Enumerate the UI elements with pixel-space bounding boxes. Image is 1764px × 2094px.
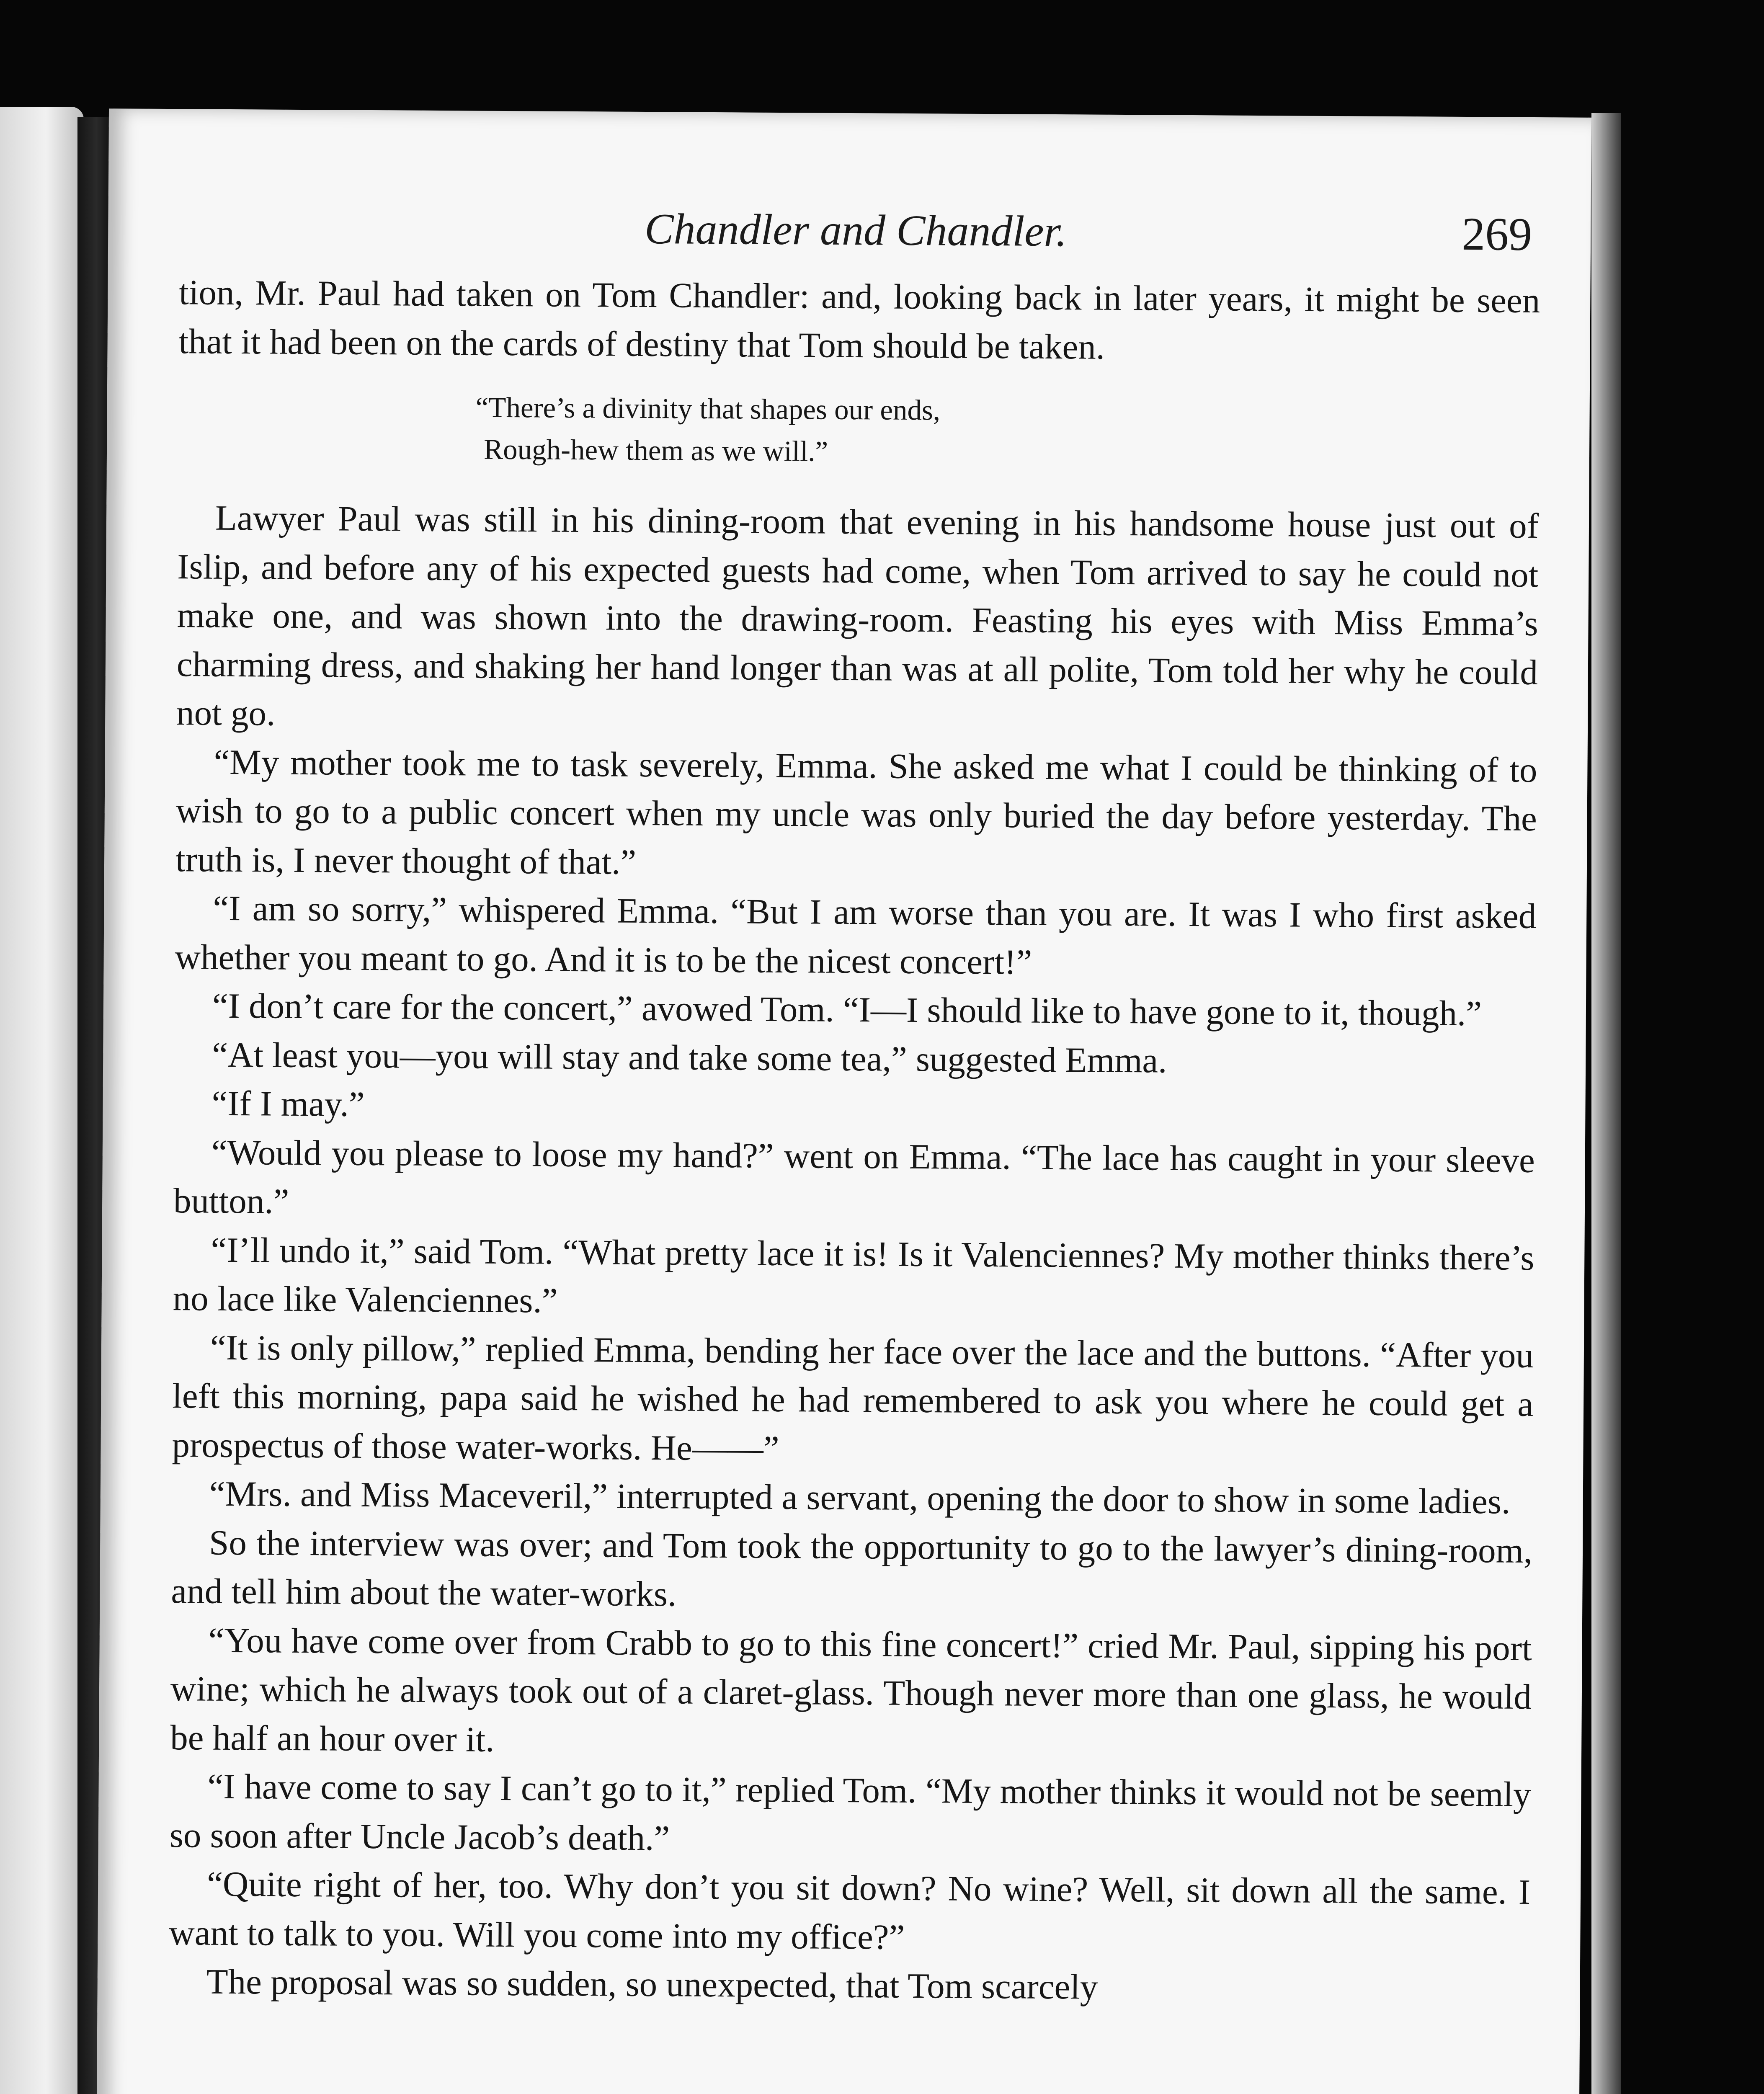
- paragraph-13: “I have come to say I can’t go to it,” replied Tom. “My mother thinks it would not be seemly so soon after Uncle Jacob’s death.”: [169, 1766, 1531, 1858]
- block-quote: [178, 384, 1540, 477]
- paragraph-6: “If I may.”: [211, 1083, 365, 1124]
- paragraph-9: “It is only pillow,” replied Emma, bending her face over the lace and the buttons. “After you left this morning, papa said he wished he had remembered to ask you where he could get a prospectus of those water-works. He——”: [172, 1328, 1534, 1468]
- opening-paragraph: tion, Mr. Paul had taken on Tom Chandler: and, looking back in later years, it might be seen that it had been on the cards of destiny that Tom should be taken.: [178, 273, 1540, 367]
- running-head: Chandler and Chandler.: [644, 205, 1067, 256]
- paragraph-1: Lawyer Paul was still in his dining-room that evening in his handsome house just out of Islip, and before any of his expected guests had come, when Tom arrived to say he could not make one, and was shown into the drawing-room. Feasting his eyes with Miss Emma’s charming dress, and shaking her hand longer than was at all polite, Tom told her why he could not go.: [176, 498, 1539, 733]
- paragraph-14: “Quite right of her, too. Why don’t you sit down? No wine? Well, sit down all the same. I want to talk to you. Will you come into my office?”: [169, 1864, 1531, 1957]
- paragraph-10: “Mrs. and Miss Maceveril,” interrupted a servant, opening the door to show in some ladies.: [209, 1474, 1511, 1522]
- quote-line-1: “There’s a divinity that shapes our ends,: [475, 391, 941, 426]
- paragraph-11: So the interview was over; and Tom took the opportunity to go to the lawyer’s dining-room, and tell him about the water-works.: [171, 1523, 1533, 1614]
- facing-page-edge: [0, 107, 84, 2094]
- paragraph-4: “I don’t care for the concert,” avowed Tom. “I—I should like to have gone to it, though.”: [212, 986, 1482, 1034]
- page-header: [179, 199, 1532, 266]
- paragraph-7: “Would you please to loose my hand?” went on Emma. “The lace has caught in your sleeve button.”: [173, 1132, 1535, 1221]
- book-page: [93, 108, 1591, 2094]
- page-edge-right: [1591, 113, 1621, 2094]
- paragraph-8: “I’ll undo it,” said Tom. “What pretty lace it is! Is it Valenciennes? My mother thinks there’s no lace like Valenciennes.”: [173, 1230, 1534, 1320]
- quote-line-2: Rough-hew them as we will.”: [483, 433, 828, 467]
- paragraph-2: “My mother took me to task severely, Emma. She asked me what I could be thinking of to wish to go to a public concert when my uncle was only buried the day before yesterday. The truth is, I never thought of that.”: [175, 742, 1537, 882]
- paragraph-3: “I am so sorry,” whispered Emma. “But I am worse than you are. It was I who first asked whether you meant to go. And it is to be the nicest concert!”: [175, 888, 1537, 982]
- paragraph-15: The proposal was so sudden, so unexpected, that Tom scarcely: [206, 1962, 1098, 2007]
- body-text: [168, 268, 1540, 2014]
- paragraph-5: “At least you—you will stay and take some tea,” suggested Emma.: [211, 1035, 1167, 1081]
- paragraph-12: “You have come over from Crabb to go to this fine concert!” cried Mr. Paul, sipping his port wine; which he always took out of a claret-glass. Though never more than one glass, he would be half an hour over it.: [170, 1620, 1532, 1759]
- page-number: 269: [1461, 208, 1532, 260]
